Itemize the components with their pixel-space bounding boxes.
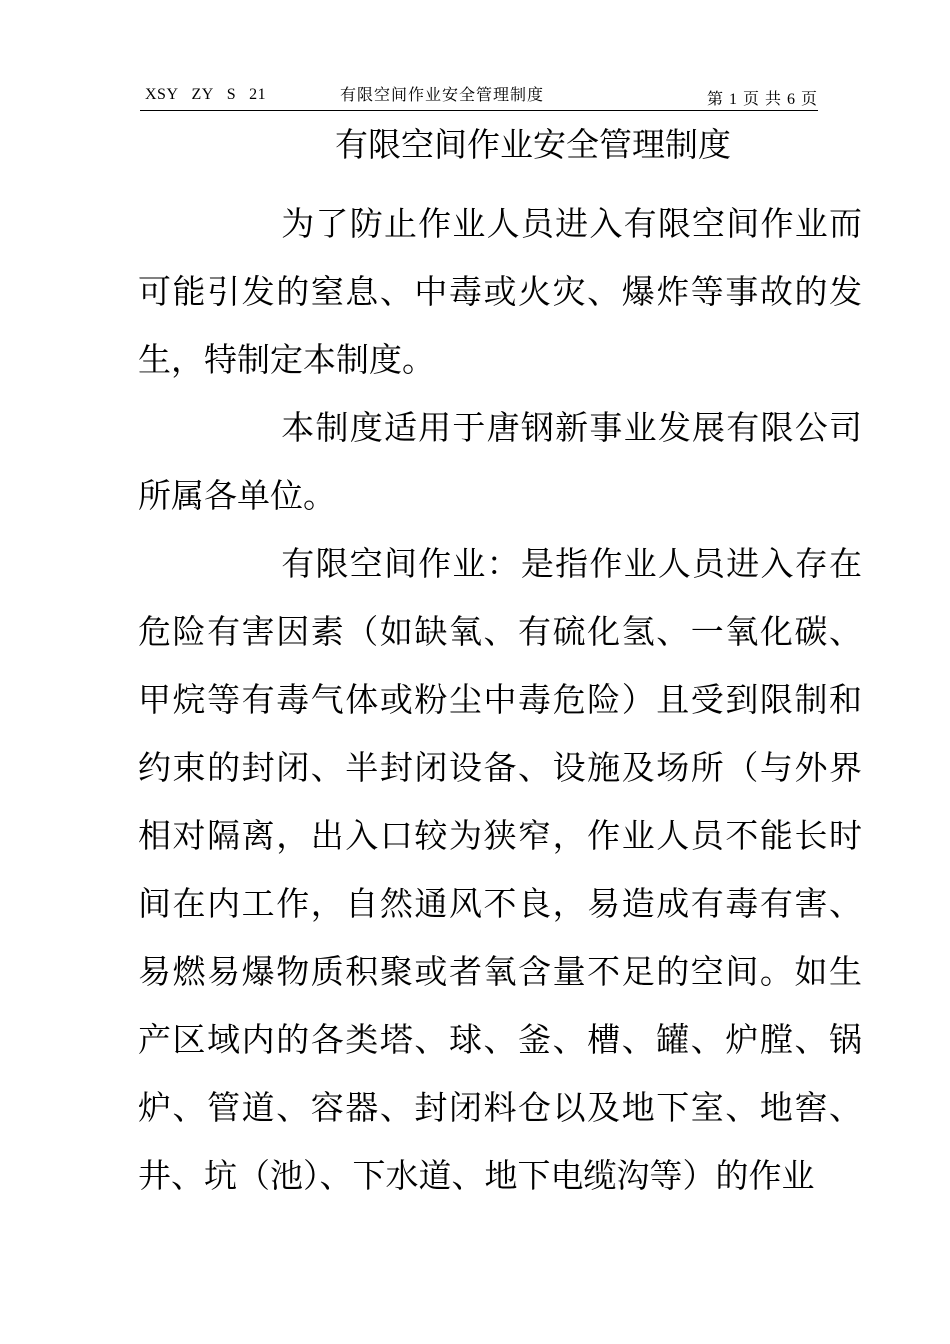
page-header — [140, 86, 818, 111]
header-document-title: 有限空间作业安全管理制度 — [340, 85, 545, 104]
paragraph-scope: 本制度适用于唐钢新事业发展有限公司所属各单位。 — [138, 408, 862, 515]
document-code: XSY ZY S 21 — [145, 86, 267, 103]
paragraph-purpose: 为了防止作业人员进入有限空间作业而可能引发的窒息、中毒或火灾、爆炸等事故的发生，特制定本制度。 — [138, 204, 862, 379]
document-title: 有限空间作业安全管理制度 — [335, 125, 731, 164]
document-body — [138, 190, 862, 1210]
page-number: 第 1 页 共 6 页 — [706, 91, 818, 108]
paragraph-definition: 有限空间作业：是指作业人员进入存在危险有害因素（如缺氧、有硫化氢、一氧化碳、甲烷等有毒气体或粉尘中毒危险）且受到限制和约束的封闭、半封闭设备、设施及场所（与外界相对隔离，出入口较为狭窄，作业人员不能长时间在内工作，自然通风不良，易造成有毒有害、易燃易爆物质积聚或者氧含量不足的空间。如生产区域内的各类塔、球、釜、槽、罐、炉膛、锅炉、管道、容器、封闭料仓以及地下室、地窖、井、坑（池）、下水道、地下电缆沟等）的作业 — [138, 544, 862, 1195]
